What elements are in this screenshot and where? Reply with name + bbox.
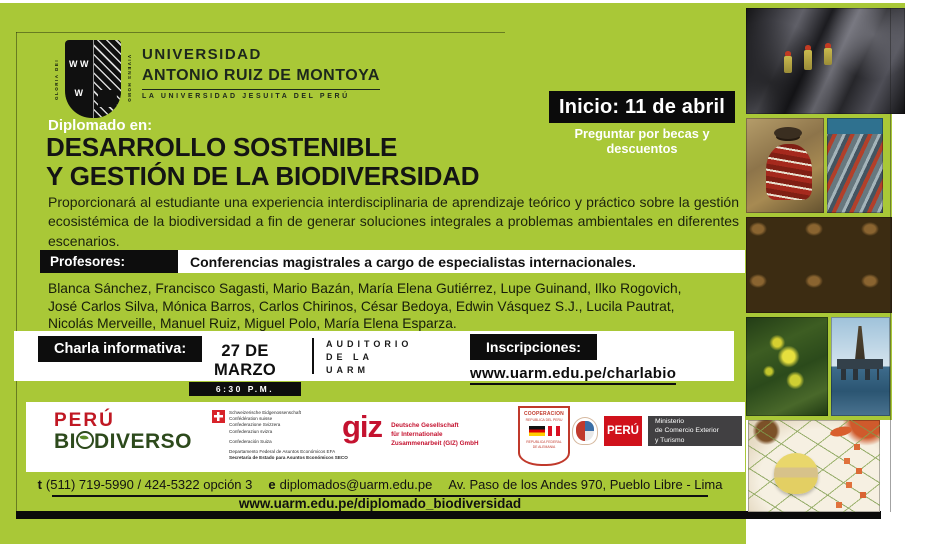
program-kicker: Diplomado en: <box>48 117 153 134</box>
phone-prefix: t <box>37 477 42 492</box>
peru-red-badge: PERÚ <box>604 416 642 446</box>
crest-shield <box>65 40 121 118</box>
swiss-country-name: Confederación Suiza <box>229 438 272 444</box>
crest-mark: W W <box>69 59 89 69</box>
page-title <box>46 133 479 190</box>
giz-line: für Internationale <box>391 430 443 438</box>
dish-garnish-cubes <box>844 458 850 464</box>
info-talk-band <box>14 331 734 394</box>
cooperacion-title: COOPERACION <box>524 411 564 417</box>
crest-mark: W <box>74 88 83 98</box>
left-edge-line <box>16 32 17 511</box>
photo-coffee-beans <box>746 217 892 313</box>
university-name-line2: ANTONIO RUIZ DE MONTOYA <box>142 67 380 90</box>
cooperacion-footer-line: REPUBLICA FEDERAL <box>526 440 562 444</box>
giz-line: Zusammenarbeit (GIZ) GmbH <box>391 439 479 447</box>
professors-band <box>40 250 745 273</box>
peru-biodiverso-word2 <box>54 431 192 453</box>
swiss-department <box>229 449 372 462</box>
email-prefix: e <box>268 477 276 492</box>
swiss-flag-icon <box>212 410 225 423</box>
university-name-line1: UNIVERSIDAD <box>142 46 262 63</box>
dish-spoon <box>829 425 852 438</box>
swiss-line: Confederazione Svizzera <box>229 422 281 428</box>
ministry-line: Ministerio <box>655 418 685 426</box>
sponsors-band <box>26 402 745 472</box>
dish-causa <box>774 453 818 494</box>
peru-biodiverso-word1: PERÚ <box>54 410 115 431</box>
talk-date-block <box>189 342 301 396</box>
photo-fish-catch <box>827 118 883 213</box>
venue-line3: UARM <box>326 365 369 376</box>
swiss-dept-line: Secretaría de Estado para Asuntos Económicos SECO <box>229 455 348 461</box>
talk-time-badge: 6:30 P.M. <box>189 382 301 396</box>
leaf-icon <box>76 431 94 449</box>
ministry-line: y Turismo <box>655 436 685 444</box>
venue-line1: AUDITORIO <box>326 339 413 349</box>
swiss-line: Confederaziun svizra <box>229 428 273 434</box>
program-description: Proporcionará al estudiante una experiencia interdisciplinaria de aprendizaje teórico y práctico sobre la gestión ecosistémica de la biodiversidad a fin de generar soluciones integrales a problemas ambientales en diferentes escenarios. <box>48 194 739 249</box>
talk-venue <box>326 338 412 377</box>
swiss-dept-line: Departamento Federal de Asuntos Económicos EFA <box>229 448 336 454</box>
university-crest-icon <box>54 40 132 118</box>
ministry-line: de Comercio Exterior <box>655 427 719 435</box>
giz-wordmark: giz <box>342 409 383 444</box>
miner-figure <box>784 56 792 73</box>
biodiverso-suffix: DIVERSO <box>94 429 193 453</box>
venue-divider <box>312 338 314 374</box>
bottom-black-bar <box>16 511 881 519</box>
top-edge-line <box>16 32 505 33</box>
registration-block <box>470 334 676 385</box>
registration-url: www.uarm.edu.pe/charlabio <box>470 365 676 385</box>
title-line1: DESARROLLO SOSTENIBLE <box>46 132 398 162</box>
photo-gourmet-dish <box>748 420 880 512</box>
mincetur-logo <box>572 416 742 446</box>
rig-tower <box>855 326 865 360</box>
swiss-line: Schweizerische Eidgenossenschaft <box>229 410 302 415</box>
scholarship-note: Preguntar por becas y descuentos <box>574 126 710 156</box>
crest-left-half <box>65 40 94 118</box>
photo-column-edge-line <box>890 8 891 512</box>
start-date-badge: Inicio: 11 de abril <box>549 91 735 123</box>
rig-deck <box>837 359 883 369</box>
crest-motto-right: VIVENS HOMO <box>127 54 132 104</box>
miner-figure <box>804 50 812 70</box>
email-address: diplomados@uarm.edu.pe <box>279 477 433 492</box>
giz-line: Deutsche Gesellschaft <box>391 422 459 429</box>
miner-figure <box>824 48 832 65</box>
university-tagline: LA UNIVERSIDAD JESUITA DEL PERÚ <box>142 93 350 100</box>
professors-headline: Conferencias magistrales a cargo de especialistas internacionales. <box>190 253 636 270</box>
phone-number: (511) 719-5990 / 424-5322 opción 3 <box>45 477 253 492</box>
photo-forest-plant <box>746 317 828 416</box>
peru-coat-of-arms-icon <box>572 417 598 445</box>
weaver-poncho <box>766 144 812 200</box>
cooperacion-subtitle: REPUBLICA DEL PERU <box>525 418 563 422</box>
biodiverso-prefix: BI <box>54 429 76 453</box>
crest-motto-left: GLORIA DEI <box>54 58 59 100</box>
cooperacion-badge <box>518 406 570 466</box>
giz-description <box>391 422 478 448</box>
crest-right-half <box>94 40 122 118</box>
contact-line <box>37 477 723 497</box>
info-talk-label: Charla informativa: <box>38 336 202 362</box>
cooperacion-footer <box>520 440 568 450</box>
talk-date: 27 DE MARZO <box>214 342 276 379</box>
start-banner <box>549 91 735 156</box>
website-url: www.uarm.edu.pe/diplomado_biodiversidad <box>238 496 522 511</box>
university-wordmark <box>142 46 380 100</box>
venue-line2: DE LA <box>326 352 373 363</box>
peru-flag-icon <box>548 426 560 436</box>
professors-label: Profesores: <box>40 250 178 273</box>
professors-names: Blanca Sánchez, Francisco Sagasti, Mario Bazán, María Elena Gutiérrez, Lupe Guinand, Ilko Rogovich, José Carlos Silva, Mónica Barros, Carlos Chirinos, César Bedoya, Edwin Vásquez S.J., Lucila Pautrat, Nicolás Merveille, Manuel Ruiz, Miguel Polo, María Elena Esparza. <box>48 281 682 332</box>
title-line2: Y GESTIÓN DE LA BIODIVERSIDAD <box>46 160 480 191</box>
cooperacion-footer-line: DE ALEMANIA <box>532 444 556 449</box>
peru-biodiverso-logo <box>54 411 192 453</box>
german-flag-icon <box>529 426 545 436</box>
photo-miners-in-mine <box>746 8 905 114</box>
swiss-line: Confédération suisse <box>229 416 273 422</box>
swiss-confederation-names <box>229 410 301 435</box>
giz-logo <box>342 409 479 448</box>
photo-andean-weaver <box>746 118 824 213</box>
street-address: Av. Paso de los Andes 970, Pueblo Libre - Lima <box>448 477 723 492</box>
photo-offshore-oil-rig <box>831 317 890 416</box>
university-logo <box>54 40 394 120</box>
ministry-name-box <box>648 416 742 446</box>
registration-label: Inscripciones: <box>470 334 597 360</box>
weaver-hat <box>774 127 802 139</box>
